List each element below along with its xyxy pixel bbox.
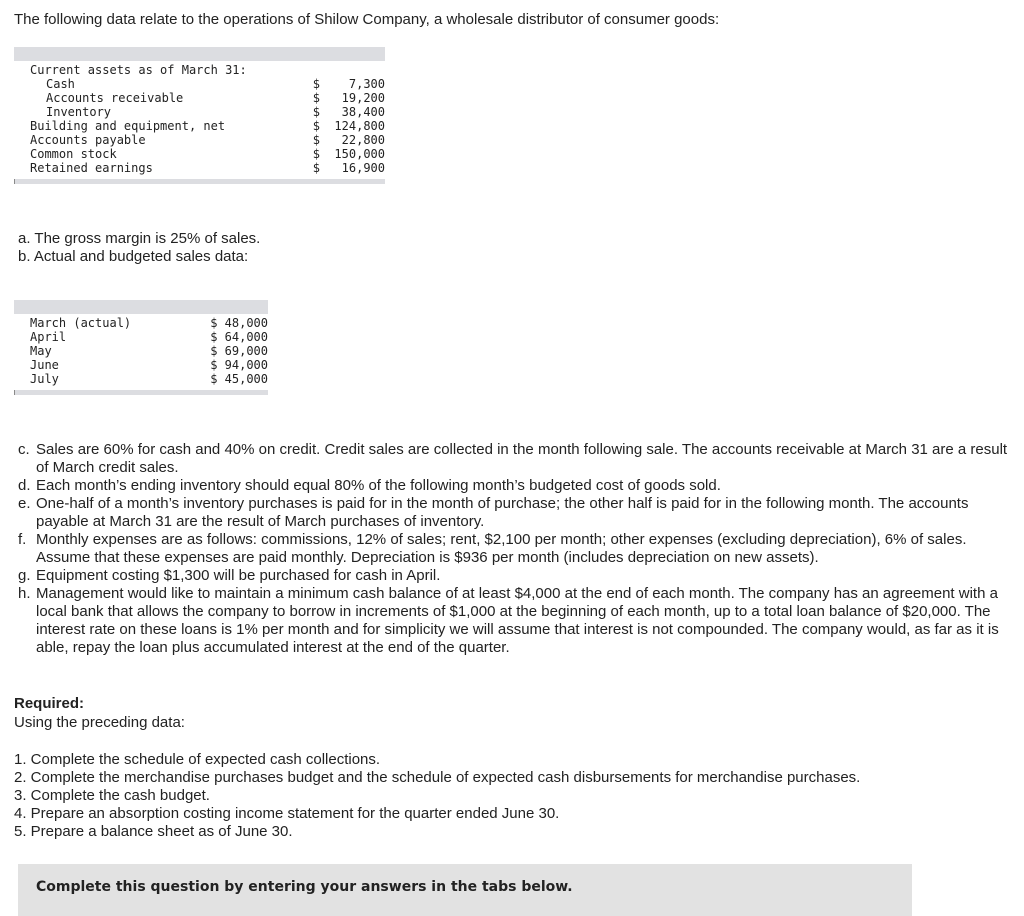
list-item: d. Each month’s ending inventory should equal 80% of the following month’s budgeted cost of goods sold.	[18, 477, 721, 494]
table-row: Common stock $ 150,000	[30, 147, 385, 161]
assumption-list	[18, 441, 1008, 657]
instruction-banner	[18, 864, 912, 916]
table-row: July $ 45,000	[30, 372, 268, 386]
table-row: Accounts receivable $ 19,200	[46, 91, 385, 105]
required-subheading: Using the preceding data:	[14, 714, 185, 731]
table-row: June $ 94,000	[30, 358, 268, 372]
required-steps	[14, 751, 860, 841]
table-header-bar	[14, 47, 385, 61]
list-item: 2. Complete the merchandise purchases budget and the schedule of expected cash disbursements for merchandise purchases.	[14, 769, 861, 786]
list-item: e. One-half of a month’s inventory purchases is paid for in the month of purchase; the other half is paid for in the following month. The accounts payable at March 31 are the result of March purchases of inventory.	[18, 495, 969, 530]
table-row: Inventory $ 38,400	[46, 105, 385, 119]
list-item: c. Sales are 60% for cash and 40% on credit. Credit sales are collected in the month following sale. The accounts receivable at March 31 are a result of March credit sales.	[18, 441, 1008, 476]
note-b: b. Actual and budgeted sales data:	[18, 248, 249, 265]
table-header-bar	[14, 300, 268, 314]
table-caption: Current assets as of March 31:	[30, 63, 247, 77]
table-row: May $ 69,000	[30, 344, 268, 358]
table-row: Cash $ 7,300	[46, 77, 385, 91]
table-row: March (actual) $ 48,000	[30, 316, 268, 330]
table-footer-bar	[14, 390, 268, 395]
table-footer-bar	[14, 179, 385, 184]
list-item: 4. Prepare an absorption costing income statement for the quarter ended June 30.	[14, 805, 560, 822]
banner-text: Complete this question by entering your answers in the tabs below.	[36, 879, 573, 895]
balance-table	[14, 47, 385, 184]
intro-text: The following data relate to the operations of Shilow Company, a wholesale distributor of consumer goods:	[14, 11, 720, 28]
table-row: Retained earnings $ 16,900	[30, 161, 385, 175]
table-row: April $ 64,000	[30, 330, 268, 344]
required-heading: Required:	[14, 695, 85, 712]
list-item: f. Monthly expenses are as follows: commissions, 12% of sales; rent, $2,100 per month; other expenses (excluding depreciation), 6% of sales. Assume that these expenses are paid monthly. Depreciation is $936 per month (includes depreciation on new assets).	[18, 531, 967, 566]
sales-table	[14, 300, 268, 395]
list-item: g. Equipment costing $1,300 will be purchased for cash in April.	[18, 567, 441, 584]
list-item: h. Management would like to maintain a minimum cash balance of at least $4,000 at the end of each month. The company has an agreement with a local bank that allows the company to borrow in increments of $1,000 at the beginning of each month, up to a total loan balance of $20,000. The interest rate on these loans is 1% per month and for simplicity we will assume that interest is not compounded. The company would, as far as it is able, repay the loan plus accumulated interest at the end of the quarter.	[18, 585, 999, 656]
table-row: Accounts payable $ 22,800	[30, 133, 385, 147]
note-a: a. The gross margin is 25% of sales.	[18, 230, 261, 247]
list-item: 1. Complete the schedule of expected cash collections.	[14, 751, 381, 768]
table-row: Building and equipment, net $ 124,800	[30, 119, 385, 133]
list-item: 3. Complete the cash budget.	[14, 787, 210, 804]
list-item: 5. Prepare a balance sheet as of June 30.	[14, 823, 293, 840]
